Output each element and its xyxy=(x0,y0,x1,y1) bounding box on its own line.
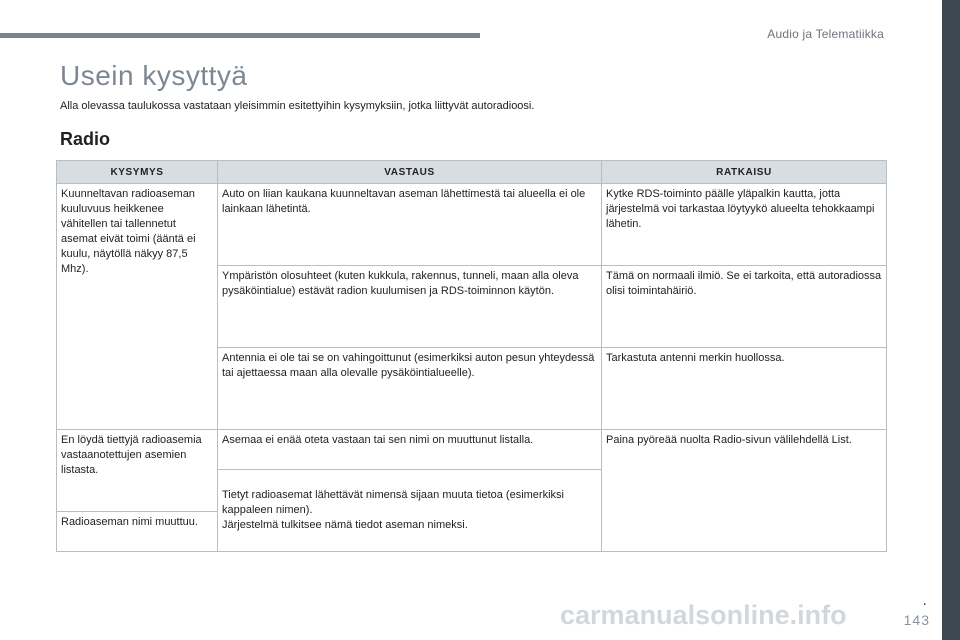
page-dot: . xyxy=(922,592,927,609)
page-number: 143 xyxy=(903,612,930,628)
solution-cell: Kytke RDS-toiminto päälle yläpalkin kautta, jotta järjestelmä voi tarkastaa löytyykö alueelta tehokkaampi lähetin. xyxy=(602,184,887,266)
faq-table xyxy=(56,160,887,552)
answer-cell: Antennia ei ole tai se on vahingoittunut (esimerkiksi auton pesun yhteydessä tai ajettaessa maan alla olevalle pysäköintialueelle). xyxy=(218,348,602,430)
question-cell: Kuunneltavan radioaseman kuuluvuus heikkenee vähitellen tai tallennetut asemat eivät toimi (ääntä ei kuulu, näytöllä näkyy 87,5 Mhz). xyxy=(57,184,218,430)
answer-cell: Auto on liian kaukana kuunneltavan aseman lähettimestä tai alueella ei ole lainkaan lähetintä. xyxy=(218,184,602,266)
header-rule xyxy=(0,33,480,38)
section-title: Radio xyxy=(60,129,111,149)
solution-cell: Paina pyöreää nuolta Radio-sivun välilehdellä List. xyxy=(602,430,887,552)
answer-cell: Tietyt radioasemat lähettävät nimensä sijaan muuta tietoa (esimerkiksi kappaleen nimen). Järjestelmä tulkitsee nämä tiedot aseman nimeksi. xyxy=(218,470,602,552)
answer-cell: Ympäristön olosuhteet (kuten kukkula, rakennus, tunneli, maan alla oleva pysäköintialue) estävät radion kuulumisen ja RDS-toiminnon käytön. xyxy=(218,266,602,348)
answer-cell: Asemaa ei enää oteta vastaan tai sen nimi on muuttunut listalla. xyxy=(218,430,602,470)
solution-cell: Tämä on normaali ilmiö. Se ei tarkoita, että autoradiossa olisi toimintahäiriö. xyxy=(602,266,887,348)
column-header-solution: RATKAISU xyxy=(602,161,887,184)
table-row xyxy=(57,184,887,266)
column-header-question: KYSYMYS xyxy=(57,161,218,184)
side-strip xyxy=(942,0,960,640)
question-cell: Radioaseman nimi muuttuu. xyxy=(57,512,218,552)
question-cell: En löydä tiettyjä radioasemia vastaanotettujen asemien listasta. xyxy=(57,430,218,510)
table-row xyxy=(57,430,887,470)
table-header-row xyxy=(57,161,887,184)
column-header-answer: VASTAUS xyxy=(218,161,602,184)
page-title: Usein kysyttyä xyxy=(60,60,248,91)
chapter-title: Audio ja Telematiikka xyxy=(767,27,884,41)
intro-text: Alla olevassa taulukossa vastataan yleisimmin esitettyihin kysymyksiin, jotka liittyvät autoradioosi. xyxy=(60,100,535,112)
solution-cell: Tarkastuta antenni merkin huollossa. xyxy=(602,348,887,430)
watermark: carmanualsonline.info xyxy=(560,600,847,630)
